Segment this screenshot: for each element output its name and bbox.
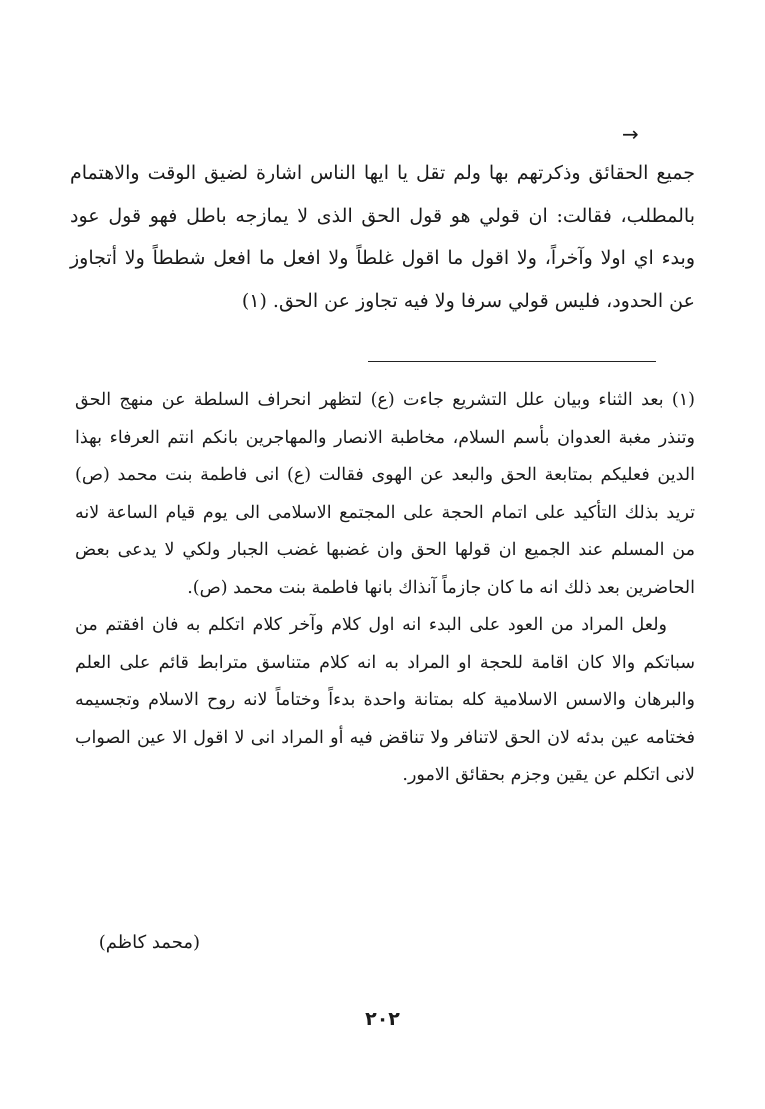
continuation-arrow-icon: → bbox=[622, 122, 639, 146]
page-number: ٢٠٢ bbox=[365, 1008, 400, 1030]
author-signature: (محمد كاظم) bbox=[98, 932, 200, 953]
main-text-block bbox=[70, 152, 695, 322]
footnote-paragraph-2: ولعل المراد من العود على البدء انه اول كلام وآخر كلام اتكلم به فان افقتم من سباتكم والا كان اقامة للحجة او المراد به انه كلام متناسق مترابط قائم على العلم والبرهان والاسس الاسلامية كله بمتانة واحدة بدءاً وختاماً لانه روح الاسلام وتجسيمه فختامه عين بدئه لان الحق لاتنافر ولا تناقض فيه أو المراد انى لا اقول الا عين الصواب لانى اتكلم عن يقين وجزم بحقائق الامور. bbox=[75, 615, 695, 785]
footnote-paragraph-1: (١) بعد الثناء وبيان علل التشريع جاءت (ع) لتظهر انحراف السلطة عن منهج الحق وتنذر مغبة العدوان بأسم السلام، مخاطبة الانصار والمهاجرين بانكم انتم العرفاء بهذا الدين فعليكم بمتابعة الحق والبعد عن الهوى فقالت (ع) انى فاطمة بنت محمد (ص) تريد بذلك التأكيد على اتمام الحجة على المجتمع الاسلامى الى يوم قيام الساعة لانه من المسلم عند الجميع ان قولها الحق وان غضبها غضب الجبار ولكي لا يدعى بعض الحاضرين بعد ذلك انه ما كان جازماً آنذاك بانها فاطمة بنت محمد (ص). bbox=[75, 390, 695, 598]
footnote-block bbox=[75, 382, 695, 795]
main-paragraph: جميع الحقائق وذكرتهم بها ولم تقل يا ايها الناس اشارة لضيق الوقت والاهتمام بالمطلب، فقالت: ان قولي هو قول الحق الذى لا يمازجه باطل فهو قول عود وبدء اي اولا وآخراً، ولا اقول ما اقول غلطاً ولا افعل ما افعل شططاً ولا أتجاوز عن الحدود، فليس قولي سرفا ولا فيه تجاوز عن الحق. (١) bbox=[70, 162, 695, 312]
footnote-separator bbox=[368, 361, 656, 362]
